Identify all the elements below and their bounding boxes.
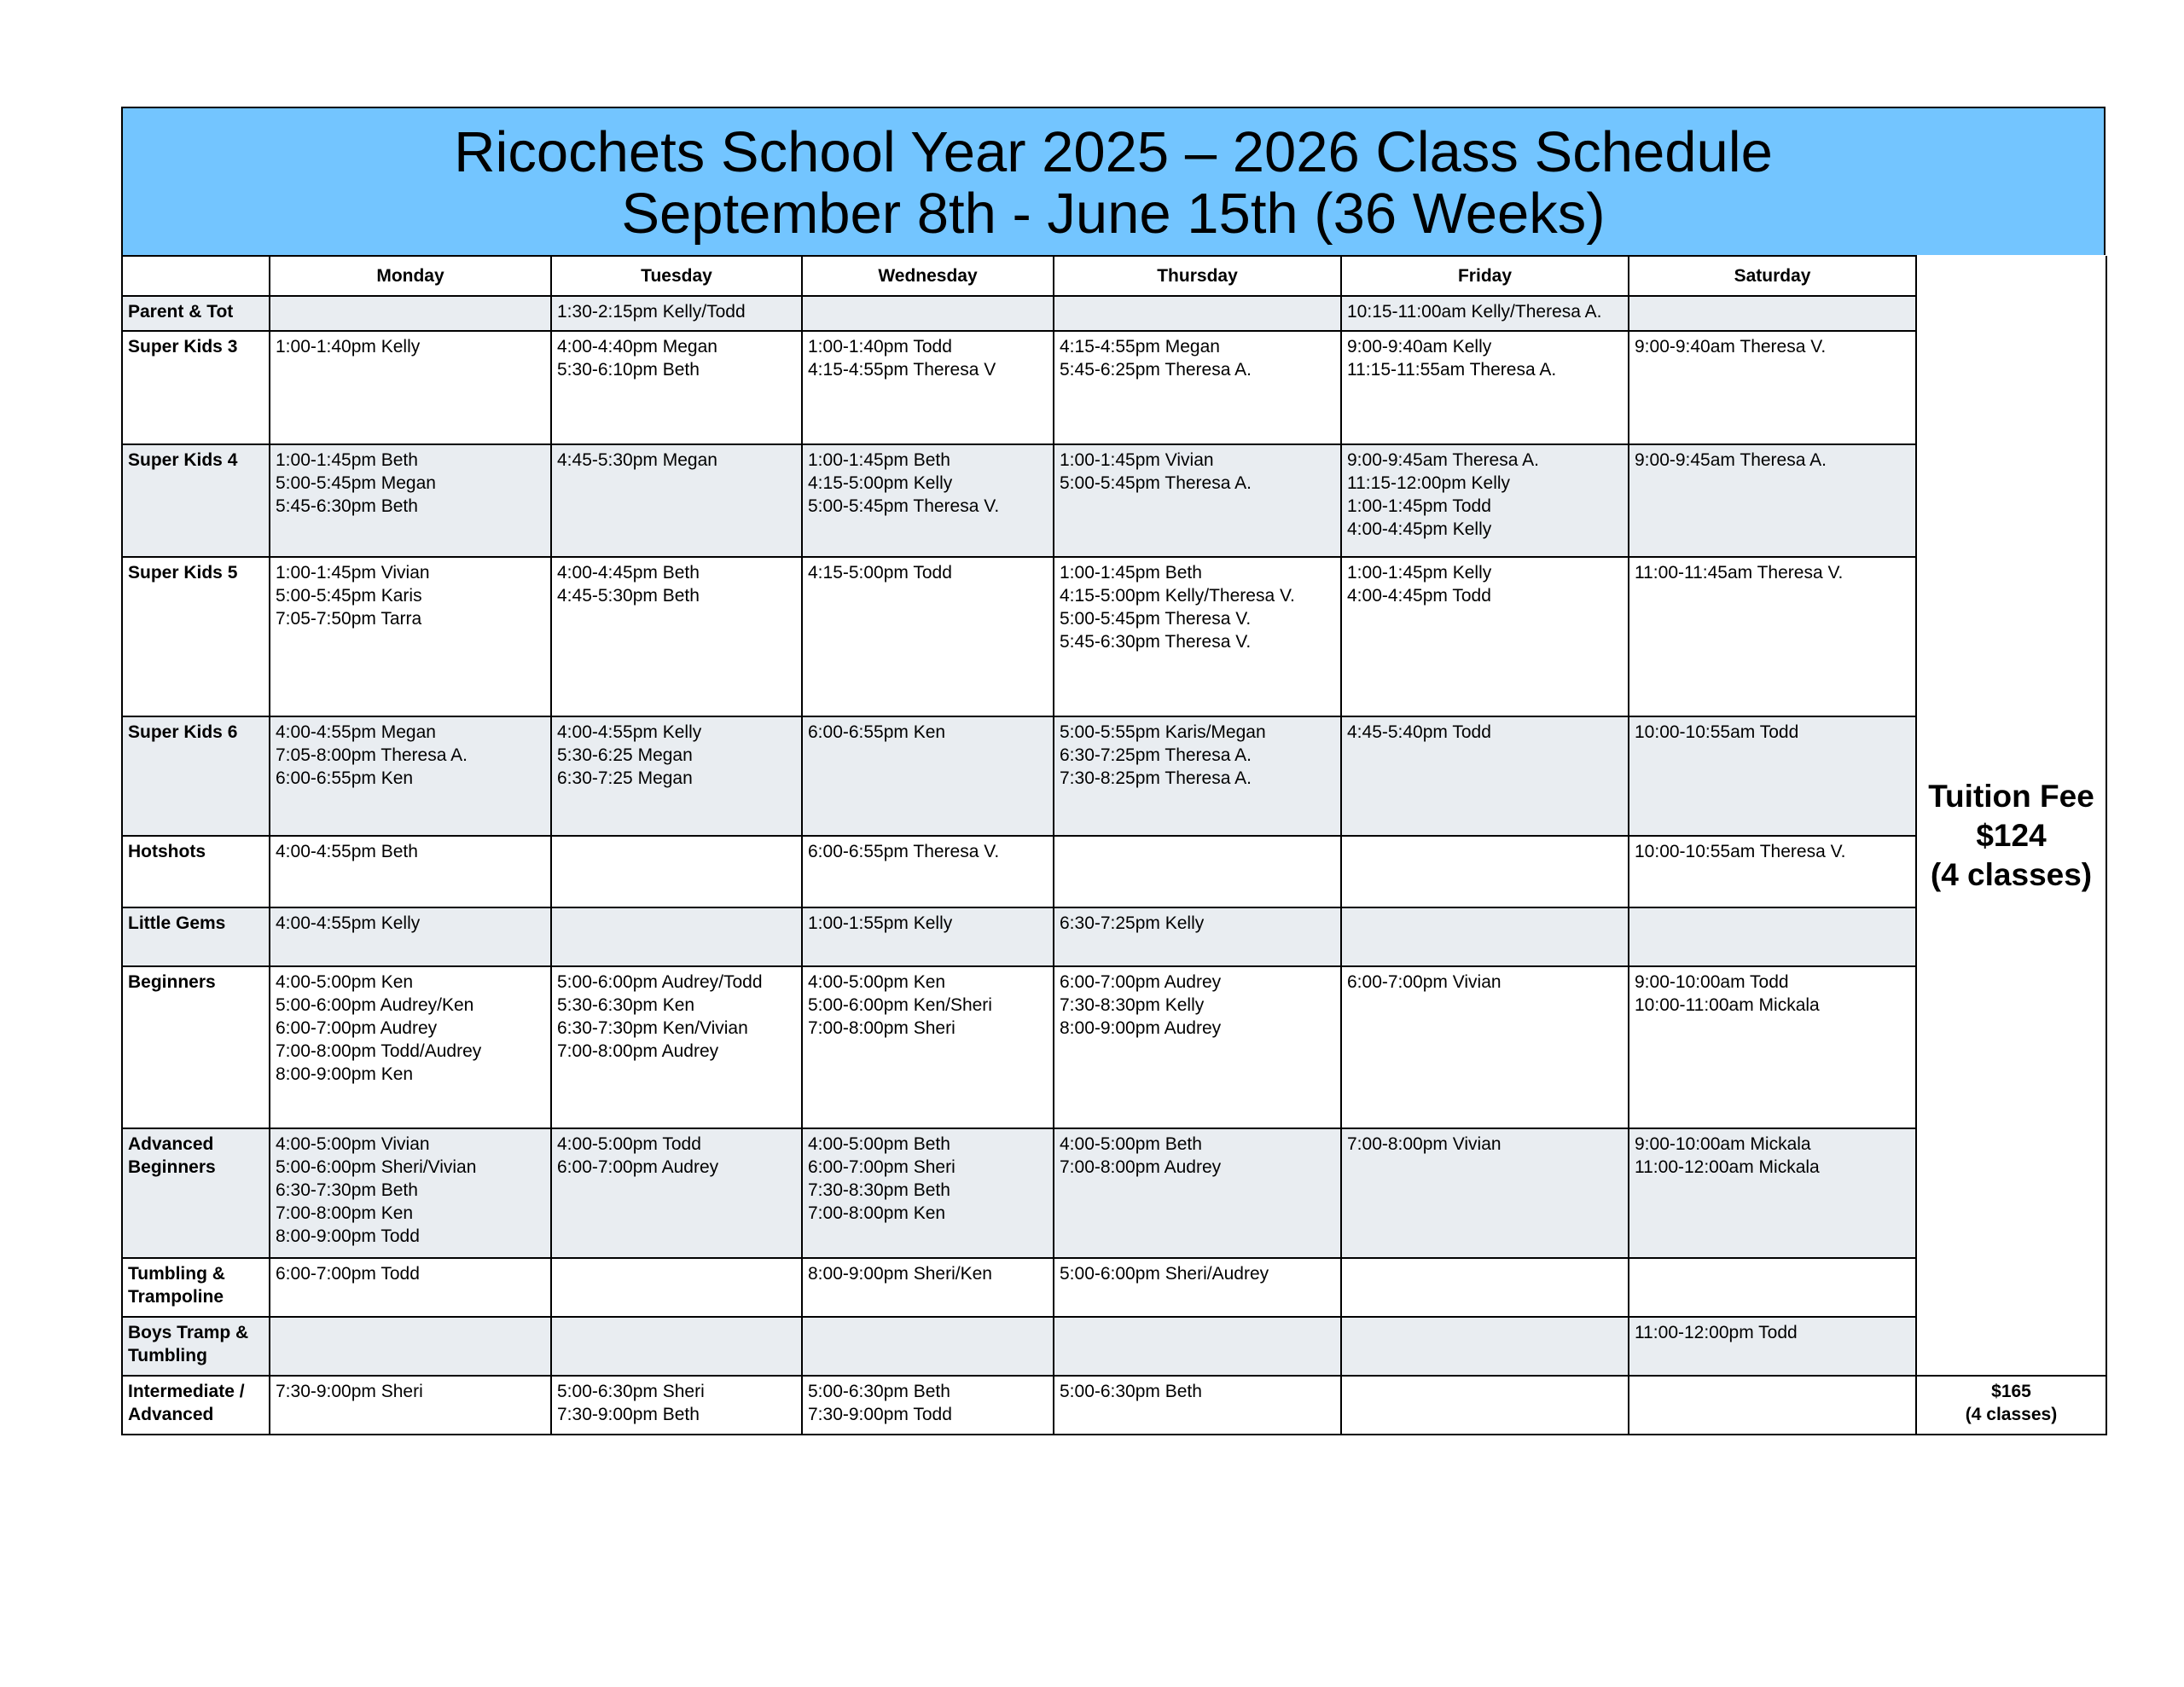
schedule-subtitle: September 8th - June 15th (36 Weeks): [621, 182, 1606, 246]
schedule-cell-thursday: [1054, 716, 1341, 836]
schedule-body: [122, 296, 2106, 1435]
class-time-entry: 6:00-6:55pm Ken: [276, 768, 414, 788]
schedule-cell-friday: [1341, 1258, 1629, 1317]
class-time-entry: 5:00-5:45pm Theresa V.: [808, 496, 1000, 516]
class-time-entry: 9:00-9:40am Kelly: [1347, 337, 1492, 357]
class-time-entry: 5:00-5:45pm Theresa A.: [1060, 473, 1252, 493]
class-time-entry: 5:00-6:30pm Sheri: [557, 1382, 705, 1401]
class-time-entry: 4:00-5:00pm Beth: [1060, 1134, 1202, 1154]
class-time-entry: 4:00-4:45pm Beth: [557, 563, 700, 583]
class-time-entry: 4:15-5:00pm Todd: [808, 563, 952, 583]
schedule-table: [121, 255, 2107, 1435]
class-time-entry: 6:00-7:00pm Vivian: [1347, 972, 1502, 992]
schedule-cell-saturday: [1629, 716, 1916, 836]
class-time-entry: 7:00-8:00pm Todd/Audrey: [276, 1041, 482, 1061]
class-time-entry: 9:00-9:45am Theresa A.: [1635, 450, 1827, 470]
class-time-entry: 10:00-10:55am Todd: [1635, 722, 1799, 742]
class-time-entry: 6:00-7:00pm Audrey: [557, 1157, 719, 1177]
tuition-header-cell: [1916, 256, 2106, 296]
schedule-cell-monday: [270, 1376, 551, 1435]
class-name-text: Super Kids 4: [128, 450, 238, 470]
schedule-cell-saturday: [1629, 444, 1916, 557]
table-row: [122, 1128, 2106, 1258]
advanced-tuition-fee-cell: [1916, 1376, 2106, 1435]
schedule-cell-thursday: [1054, 557, 1341, 716]
schedule-cell-friday: [1341, 716, 1629, 836]
class-time-entry: 7:05-7:50pm Tarra: [276, 609, 422, 629]
class-name-cell: [122, 1317, 270, 1376]
schedule-cell-friday: [1341, 907, 1629, 966]
schedule-cell-wednesday: [802, 557, 1054, 716]
class-time-entry: 5:45-6:30pm Theresa V.: [1060, 632, 1252, 652]
schedule-cell-thursday: [1054, 1258, 1341, 1317]
class-time-entry: 5:00-6:00pm Sheri/Audrey: [1060, 1264, 1269, 1284]
class-time-entry: 7:00-8:00pm Ken: [276, 1203, 414, 1223]
class-name-text: Advanced: [128, 1134, 214, 1154]
class-time-entry: 4:15-5:00pm Kelly: [808, 473, 953, 493]
class-time-entry: 8:00-9:00pm Todd: [276, 1226, 420, 1246]
class-time-entry: 9:00-10:00am Todd: [1635, 972, 1789, 992]
class-time-entry: 6:30-7:25pm Theresa A.: [1060, 745, 1252, 765]
class-time-entry: 7:30-8:30pm Kelly: [1060, 995, 1205, 1015]
schedule-cell-saturday: [1629, 1258, 1916, 1317]
class-time-entry: 7:00-8:00pm Audrey: [1060, 1157, 1222, 1177]
schedule-cell-thursday: [1054, 1317, 1341, 1376]
class-time-entry: 4:15-4:55pm Theresa V: [808, 360, 996, 380]
schedule-cell-thursday: [1054, 1128, 1341, 1258]
class-time-entry: 7:30-8:30pm Beth: [808, 1180, 950, 1200]
class-time-entry: 4:45-5:40pm Todd: [1347, 722, 1491, 742]
corner-cell: [122, 256, 270, 296]
class-name-cell: [122, 331, 270, 444]
class-time-entry: 1:00-1:45pm Vivian: [1060, 450, 1214, 470]
class-time-entry: 4:45-5:30pm Megan: [557, 450, 717, 470]
schedule-cell-wednesday: [802, 1258, 1054, 1317]
class-time-entry: 1:00-1:45pm Kelly: [1347, 563, 1492, 583]
class-name-text: Parent & Tot: [128, 302, 234, 322]
schedule-cell-thursday: [1054, 444, 1341, 557]
schedule-cell-saturday: [1629, 1376, 1916, 1435]
schedule-cell-saturday: [1629, 1317, 1916, 1376]
class-time-entry: 6:00-7:00pm Sheri: [808, 1157, 956, 1177]
schedule-cell-wednesday: [802, 1376, 1054, 1435]
schedule-cell-tuesday: [551, 557, 802, 716]
tuition-fee-text: Tuition Fee: [1928, 778, 2094, 814]
schedule-cell-saturday: [1629, 1128, 1916, 1258]
table-row: [122, 907, 2106, 966]
class-time-entry: 1:00-1:40pm Todd: [808, 337, 952, 357]
class-time-entry: 5:30-6:10pm Beth: [557, 360, 700, 380]
schedule-cell-wednesday: [802, 907, 1054, 966]
class-time-entry: 11:00-11:45am Theresa V.: [1635, 563, 1844, 583]
class-time-entry: 6:30-7:25 Megan: [557, 768, 693, 788]
class-time-entry: 4:00-5:00pm Ken: [276, 972, 414, 992]
class-time-entry: 7:00-8:00pm Vivian: [1347, 1134, 1502, 1154]
day-header-row: [122, 256, 2106, 296]
class-name-text: Advanced: [128, 1405, 214, 1424]
schedule-cell-friday: [1341, 836, 1629, 907]
class-name-cell: [122, 557, 270, 716]
schedule-cell-saturday: [1629, 836, 1916, 907]
class-time-entry: 4:00-5:00pm Vivian: [276, 1134, 430, 1154]
class-name-text: Tumbling: [128, 1346, 207, 1365]
schedule-cell-monday: [270, 1128, 551, 1258]
class-time-entry: 9:00-10:00am Mickala: [1635, 1134, 1811, 1154]
day-header-tuesday: Tuesday: [551, 256, 802, 296]
class-name-cell: [122, 907, 270, 966]
schedule-cell-thursday: [1054, 836, 1341, 907]
class-time-entry: 6:30-7:30pm Beth: [276, 1180, 418, 1200]
class-time-entry: 5:30-6:30pm Ken: [557, 995, 695, 1015]
class-time-entry: 8:00-9:00pm Audrey: [1060, 1018, 1222, 1038]
class-time-entry: 4:15-5:00pm Kelly/Theresa V.: [1060, 586, 1295, 606]
class-time-entry: 1:00-1:45pm Beth: [1060, 563, 1202, 583]
class-time-entry: 4:00-5:00pm Todd: [557, 1134, 701, 1154]
class-time-entry: 7:00-8:00pm Audrey: [557, 1041, 719, 1061]
schedule-cell-friday: [1341, 557, 1629, 716]
schedule-cell-saturday: [1629, 966, 1916, 1128]
schedule-cell-friday: [1341, 1376, 1629, 1435]
class-time-entry: 6:00-6:55pm Theresa V.: [808, 842, 1000, 861]
day-header-saturday: Saturday: [1629, 256, 1916, 296]
schedule-cell-thursday: [1054, 907, 1341, 966]
class-time-entry: 4:00-4:40pm Megan: [557, 337, 717, 357]
schedule-cell-saturday: [1629, 557, 1916, 716]
class-time-entry: 5:00-6:00pm Ken/Sheri: [808, 995, 992, 1015]
class-time-entry: 5:00-6:30pm Beth: [1060, 1382, 1202, 1401]
class-name-cell: [122, 1258, 270, 1317]
schedule-cell-monday: [270, 331, 551, 444]
class-time-entry: 7:00-8:00pm Sheri: [808, 1018, 956, 1038]
class-time-entry: 6:00-6:55pm Ken: [808, 722, 946, 742]
class-time-entry: 5:00-6:00pm Audrey/Todd: [557, 972, 763, 992]
tuition-fee-text: (4 classes): [1930, 856, 2093, 892]
class-time-entry: 11:15-12:00pm Kelly: [1347, 473, 1511, 493]
schedule-cell-friday: [1341, 1317, 1629, 1376]
class-name-cell: [122, 716, 270, 836]
schedule-cell-wednesday: [802, 836, 1054, 907]
class-time-entry: 1:00-1:45pm Beth: [808, 450, 950, 470]
class-time-entry: 4:00-5:00pm Ken: [808, 972, 946, 992]
class-time-entry: 1:00-1:45pm Todd: [1347, 496, 1491, 516]
schedule-cell-monday: [270, 716, 551, 836]
class-name-text: Super Kids 5: [128, 563, 238, 583]
schedule-cell-monday: [270, 907, 551, 966]
class-time-entry: 4:00-4:45pm Todd: [1347, 586, 1491, 606]
class-time-entry: 7:05-8:00pm Theresa A.: [276, 745, 468, 765]
schedule-cell-monday: [270, 557, 551, 716]
schedule-cell-monday: [270, 836, 551, 907]
schedule-cell-thursday: [1054, 1376, 1341, 1435]
class-name-text: Little Gems: [128, 913, 226, 933]
class-name-text: Boys Tramp &: [128, 1323, 249, 1342]
schedule-cell-tuesday: [551, 966, 802, 1128]
schedule-cell-saturday: [1629, 331, 1916, 444]
schedule-sheet: [121, 107, 2106, 1435]
class-time-entry: 4:15-4:55pm Megan: [1060, 337, 1220, 357]
class-time-entry: 4:00-5:00pm Beth: [808, 1134, 950, 1154]
class-time-entry: 1:00-1:45pm Vivian: [276, 563, 430, 583]
class-time-entry: 4:00-4:55pm Kelly: [276, 913, 421, 933]
table-row: [122, 716, 2106, 836]
day-header-wednesday: Wednesday: [802, 256, 1054, 296]
class-time-entry: 6:00-7:00pm Todd: [276, 1264, 420, 1284]
class-time-entry: 6:00-7:00pm Audrey: [276, 1018, 438, 1038]
table-row: [122, 836, 2106, 907]
schedule-cell-monday: [270, 1258, 551, 1317]
class-time-entry: 11:00-12:00am Mickala: [1635, 1157, 1820, 1177]
class-time-entry: 1:00-1:45pm Beth: [276, 450, 418, 470]
schedule-cell-wednesday: [802, 966, 1054, 1128]
class-time-entry: 5:45-6:25pm Theresa A.: [1060, 360, 1252, 380]
schedule-cell-friday: [1341, 331, 1629, 444]
class-time-entry: 5:00-5:45pm Megan: [276, 473, 436, 493]
schedule-cell-wednesday: [802, 1317, 1054, 1376]
class-name-text: Intermediate /: [128, 1382, 245, 1401]
schedule-cell-friday: [1341, 966, 1629, 1128]
day-header-thursday: Thursday: [1054, 256, 1341, 296]
class-name-text: Super Kids 6: [128, 722, 238, 742]
class-name-cell: [122, 966, 270, 1128]
table-row: [122, 331, 2106, 444]
class-time-entry: 1:00-1:55pm Kelly: [808, 913, 953, 933]
class-time-entry: 7:30-9:00pm Sheri: [276, 1382, 423, 1401]
class-name-text: Tumbling &: [128, 1264, 225, 1284]
class-name-text: Beginners: [128, 972, 216, 992]
schedule-cell-wednesday: [802, 296, 1054, 331]
schedule-title: Ricochets School Year 2025 – 2026 Class Schedule: [454, 120, 1773, 184]
schedule-title-banner: [121, 107, 2106, 255]
table-row: [122, 557, 2106, 716]
class-name-cell: [122, 1376, 270, 1435]
class-time-entry: 8:00-9:00pm Ken: [276, 1064, 414, 1084]
schedule-cell-saturday: [1629, 907, 1916, 966]
schedule-cell-tuesday: [551, 1128, 802, 1258]
class-name-text: Hotshots: [128, 842, 206, 861]
class-time-entry: 7:30-8:25pm Theresa A.: [1060, 768, 1252, 788]
table-row: [122, 444, 2106, 557]
class-time-entry: 6:30-7:30pm Ken/Vivian: [557, 1018, 748, 1038]
schedule-cell-wednesday: [802, 1128, 1054, 1258]
day-header-monday: Monday: [270, 256, 551, 296]
schedule-cell-friday: [1341, 1128, 1629, 1258]
schedule-cell-friday: [1341, 296, 1629, 331]
class-time-entry: 9:00-9:40am Theresa V.: [1635, 337, 1827, 357]
table-row: [122, 966, 2106, 1128]
class-time-entry: 4:00-4:55pm Megan: [276, 722, 436, 742]
class-time-entry: 11:00-12:00pm Todd: [1635, 1323, 1798, 1342]
class-time-entry: 7:30-9:00pm Beth: [557, 1405, 700, 1424]
class-time-entry: 11:15-11:55am Theresa A.: [1347, 360, 1557, 380]
schedule-cell-thursday: [1054, 296, 1341, 331]
schedule-cell-tuesday: [551, 1376, 802, 1435]
schedule-cell-thursday: [1054, 331, 1341, 444]
class-time-entry: 7:00-8:00pm Ken: [808, 1203, 946, 1223]
class-time-entry: 7:30-9:00pm Todd: [808, 1405, 952, 1424]
schedule-cell-tuesday: [551, 444, 802, 557]
advanced-tuition-fee-text: (4 classes): [1965, 1405, 2058, 1424]
class-time-entry: 5:30-6:25 Megan: [557, 745, 693, 765]
schedule-cell-monday: [270, 296, 551, 331]
table-row: [122, 1317, 2106, 1376]
table-row: [122, 1376, 2106, 1435]
class-name-cell: [122, 444, 270, 557]
class-name-cell: [122, 296, 270, 331]
table-row: [122, 296, 2106, 331]
class-time-entry: 5:00-6:00pm Audrey/Ken: [276, 995, 474, 1015]
class-time-entry: 10:15-11:00am Kelly/Theresa A.: [1347, 302, 1602, 322]
class-time-entry: 4:00-4:55pm Kelly: [557, 722, 702, 742]
class-name-cell: [122, 836, 270, 907]
schedule-cell-monday: [270, 966, 551, 1128]
class-name-text: Super Kids 3: [128, 337, 238, 357]
tuition-fee-text: $124: [1976, 817, 2047, 853]
schedule-cell-friday: [1341, 444, 1629, 557]
schedule-cell-tuesday: [551, 836, 802, 907]
class-time-entry: 5:00-5:55pm Karis/Megan: [1060, 722, 1266, 742]
advanced-tuition-fee-text: $165: [1991, 1382, 2031, 1401]
class-name-cell: [122, 1128, 270, 1258]
class-time-entry: 4:00-4:45pm Kelly: [1347, 519, 1492, 539]
class-time-entry: 1:30-2:15pm Kelly/Todd: [557, 302, 746, 322]
class-name-text: Trampoline: [128, 1287, 224, 1307]
class-time-entry: 10:00-11:00am Mickala: [1635, 995, 1820, 1015]
schedule-cell-tuesday: [551, 296, 802, 331]
class-time-entry: 4:00-4:55pm Beth: [276, 842, 418, 861]
class-time-entry: 5:00-5:45pm Theresa V.: [1060, 609, 1252, 629]
class-time-entry: 5:00-6:30pm Beth: [808, 1382, 950, 1401]
table-row: [122, 1258, 2106, 1317]
schedule-cell-tuesday: [551, 331, 802, 444]
schedule-cell-wednesday: [802, 444, 1054, 557]
schedule-cell-tuesday: [551, 907, 802, 966]
schedule-cell-tuesday: [551, 1317, 802, 1376]
class-time-entry: 5:00-6:00pm Sheri/Vivian: [276, 1157, 477, 1177]
class-time-entry: 8:00-9:00pm Sheri/Ken: [808, 1264, 992, 1284]
class-time-entry: 1:00-1:40pm Kelly: [276, 337, 421, 357]
schedule-cell-tuesday: [551, 716, 802, 836]
class-time-entry: 6:30-7:25pm Kelly: [1060, 913, 1205, 933]
class-time-entry: 6:00-7:00pm Audrey: [1060, 972, 1222, 992]
schedule-cell-wednesday: [802, 716, 1054, 836]
class-name-text: Beginners: [128, 1157, 216, 1177]
class-time-entry: 5:45-6:30pm Beth: [276, 496, 418, 516]
day-header-friday: Friday: [1341, 256, 1629, 296]
schedule-cell-saturday: [1629, 296, 1916, 331]
tuition-fee-cell: [1916, 296, 2106, 1376]
schedule-cell-monday: [270, 444, 551, 557]
class-time-entry: 10:00-10:55am Theresa V.: [1635, 842, 1846, 861]
class-time-entry: 5:00-5:45pm Karis: [276, 586, 422, 606]
schedule-cell-thursday: [1054, 966, 1341, 1128]
schedule-cell-monday: [270, 1317, 551, 1376]
schedule-cell-wednesday: [802, 331, 1054, 444]
schedule-cell-tuesday: [551, 1258, 802, 1317]
class-time-entry: 9:00-9:45am Theresa A.: [1347, 450, 1539, 470]
class-time-entry: 4:45-5:30pm Beth: [557, 586, 700, 606]
